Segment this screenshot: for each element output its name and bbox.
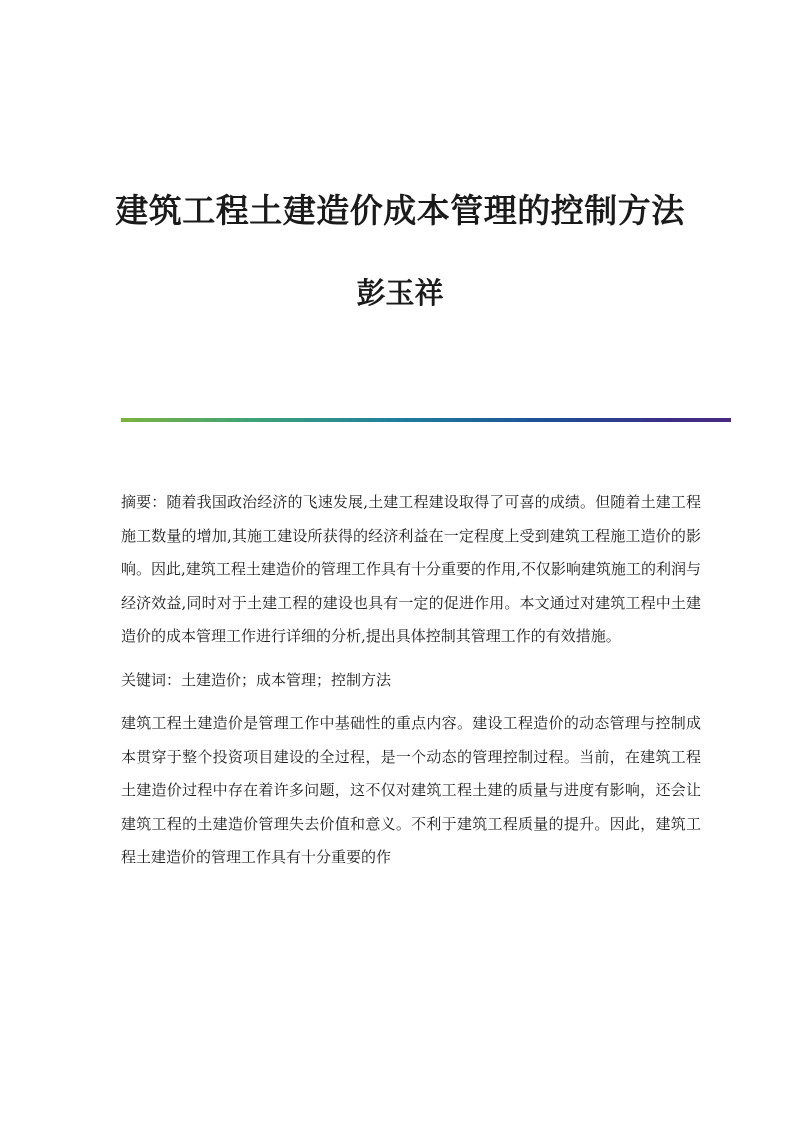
document-body (121, 486, 701, 885)
abstract-paragraph: 摘要：随着我国政治经济的飞速发展,土建工程建设取得了可喜的成绩。但随着土建工程施工数量的增加,其施工建设所获得的经济利益在一定程度上受到建筑工程施工造价的影响。因此,建筑工程土建造价的管理工作具有十分重要的作用,不仅影响建筑施工的利润与经济效益,同时对于土建工程的建设也具有一定的促进作用。本文通过对建筑工程中土建造价的成本管理工作进行详细的分析,提出具体控制其管理工作的有效措施。 (121, 493, 701, 645)
title-divider (121, 418, 731, 422)
keywords-paragraph: 关键词：土建造价；成本管理；控制方法 (121, 670, 392, 689)
author-name: 彭玉祥 (356, 276, 444, 310)
document-title: 建筑工程土建造价成本管理的控制方法 (115, 191, 685, 230)
body-paragraph: 建筑工程土建造价是管理工作中基础性的重点内容。建设工程造价的动态管理与控制成本贯穿于整个投资项目建设的全过程，是一个动态的管理控制过程。当前，在建筑工程土建造价过程中存在着许多问题，这不仅对建筑工程土建的质量与进度有影响，还会让建筑工程的土建造价管理失去价值和意义。不利于建筑工程质量的提升。因此，建筑工程土建造价的管理工作具有十分重要的作 (121, 714, 701, 866)
